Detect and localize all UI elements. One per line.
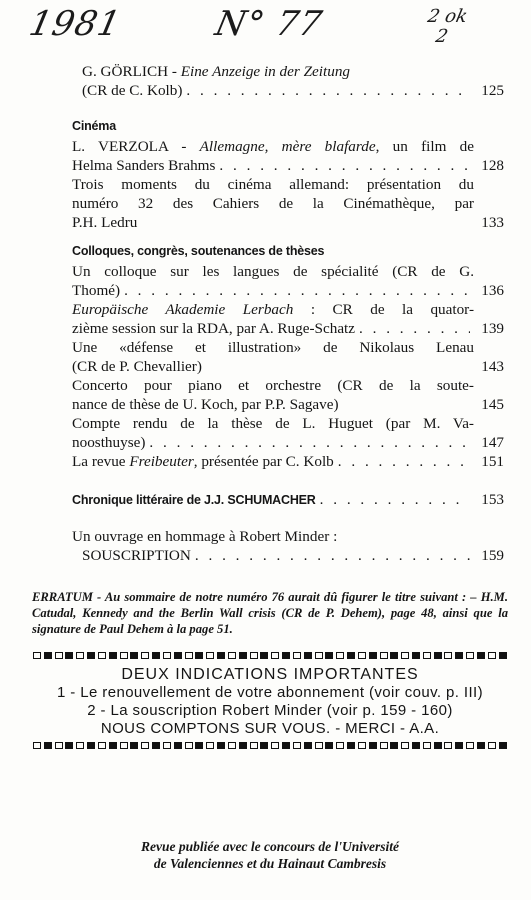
notice-closing: NOUS COMPTONS SUR VOUS. - MERCI - A.A. <box>100 720 440 737</box>
decorative-square <box>120 742 128 749</box>
decorative-square <box>260 652 268 659</box>
toc-entry-lenau: Une «défense et illustration» de Nikolaus Lenau (CR de P. Chevallier) 143 <box>72 339 504 375</box>
page-number: 139 <box>481 320 504 337</box>
erratum-note: ERRATUM - Au sommaire de notre numéro 76 aurait dû figurer le titre suivant : – H.M. Catudal, Kennedy and the Berlin Wall crisis (CR de P. Dehem), page 48, ainsi que la signature de Paul Dehem à la page 51. <box>32 590 508 636</box>
decorative-square <box>390 652 398 659</box>
decorative-square <box>44 652 52 659</box>
decorative-square <box>358 652 366 659</box>
page-number: 125 <box>481 82 504 99</box>
decorative-square <box>293 742 301 749</box>
toc-entry-gorlich: G. GÖRLICH - Eine Anzeige in der Zeitung (CR de C. Kolb) . . . 125 <box>72 62 504 100</box>
decorative-square <box>401 652 409 659</box>
decorative-square <box>33 652 41 659</box>
toc-entry-cinematheque: Trois moments du cinéma allemand: présentation du numéro 32 des Cahiers de la Cinémathèque, par P.H. Ledru 133 <box>72 176 504 231</box>
decorative-square <box>271 652 279 659</box>
decorative-square <box>260 742 268 749</box>
decorative-square <box>499 742 507 749</box>
page-number: 145 <box>481 396 504 413</box>
decorative-square <box>282 652 290 659</box>
decorative-square <box>358 742 366 749</box>
decorative-square <box>369 742 377 749</box>
decorative-square <box>499 652 507 659</box>
decorative-square <box>488 652 496 659</box>
decorative-square <box>152 652 160 659</box>
notice-title: DEUX INDICATIONS IMPORTANTES <box>121 666 419 683</box>
decorative-square <box>195 742 203 749</box>
decorative-square <box>33 742 41 749</box>
page-number: 147 <box>481 434 504 451</box>
decorative-square <box>239 652 247 659</box>
decorative-square <box>434 652 442 659</box>
decorative-square <box>282 742 290 749</box>
decorative-square <box>325 652 333 659</box>
decorative-square <box>98 652 106 659</box>
decorative-square <box>87 742 95 749</box>
toc-entry-colloque-langues: Un colloque sur les langues de spécialité (CR de G. Thomé) . . . 136 <box>72 262 504 300</box>
decorative-square <box>304 742 312 749</box>
decorative-square <box>195 652 203 659</box>
handwritten-fraction-top: 2 ok <box>425 6 470 27</box>
decorative-border-bottom <box>33 742 507 751</box>
page-number: 128 <box>481 157 504 174</box>
decorative-square <box>109 652 117 659</box>
decorative-square <box>55 742 63 749</box>
decorative-square <box>185 652 193 659</box>
decorative-square <box>228 742 236 749</box>
toc-entry-verzola: L. VERZOLA - Allemagne, mère blafarde, un film de Helma Sanders Brahms . . . 128 <box>72 137 504 175</box>
decorative-square <box>304 652 312 659</box>
toc-entry-chronique: Chronique littéraire de J.J. SCHUMACHER . . . 153 <box>72 490 504 510</box>
decorative-square <box>141 652 149 659</box>
decorative-square <box>65 742 73 749</box>
decorative-square <box>412 742 420 749</box>
decorative-square <box>130 742 138 749</box>
decorative-square <box>76 652 84 659</box>
decorative-square <box>206 652 214 659</box>
important-notice <box>33 666 507 738</box>
decorative-square <box>271 742 279 749</box>
decorative-square <box>477 652 485 659</box>
decorative-square <box>250 652 258 659</box>
page-number: 136 <box>481 282 504 299</box>
decorative-square <box>98 742 106 749</box>
decorative-square <box>455 742 463 749</box>
decorative-square <box>380 652 388 659</box>
page-number: 153 <box>481 491 504 508</box>
decorative-square <box>217 742 225 749</box>
table-of-contents <box>72 62 504 565</box>
decorative-square <box>325 742 333 749</box>
toc-entry-huguet: Compte rendu de la thèse de L. Huguet (par M. Va- noosthuyse) . . . 147 <box>72 414 504 452</box>
decorative-square <box>444 652 452 659</box>
decorative-square <box>174 652 182 659</box>
decorative-square <box>250 742 258 749</box>
notice-item-renewal: 1 - Le renouvellement de votre abonnement (voir couv. p. III) <box>56 684 483 701</box>
toc-entry-concerto: Concerto pour piano et orchestre (CR de la soute- nance de thèse de U. Koch, par P.P. Sagave) 145 <box>72 377 504 413</box>
decorative-square <box>336 742 344 749</box>
decorative-square <box>141 742 149 749</box>
decorative-square <box>380 742 388 749</box>
decorative-square <box>217 652 225 659</box>
decorative-square <box>206 742 214 749</box>
decorative-square <box>455 652 463 659</box>
decorative-square <box>228 652 236 659</box>
decorative-square <box>55 652 63 659</box>
toc-entry-freibeuter: La revue Freibeuter, présentée par C. Kolb . . . 151 <box>72 452 504 471</box>
decorative-square <box>293 652 301 659</box>
handwritten-fraction-bottom: 2 <box>433 26 450 47</box>
section-heading-colloques: Colloques, congrès, soutenances de thèses <box>72 244 325 258</box>
toc-entry-lerbach: Europäische Akademie Lerbach : CR de la quator- zième session sur la RDA, par A. Ruge-Schatz . . . 139 <box>72 300 504 338</box>
notice-item-subscription: 2 - La souscription Robert Minder (voir p. 159 - 160) <box>87 702 453 719</box>
toc-entry-souscription: Un ouvrage en hommage à Robert Minder : SOUSCRIPTION . . . 159 <box>72 527 504 565</box>
decorative-square <box>130 652 138 659</box>
decorative-square <box>163 742 171 749</box>
decorative-square <box>185 742 193 749</box>
decorative-square <box>44 742 52 749</box>
decorative-square <box>466 742 474 749</box>
page-number: 133 <box>481 214 504 231</box>
decorative-square <box>412 652 420 659</box>
decorative-square <box>163 652 171 659</box>
decorative-square <box>152 742 160 749</box>
decorative-square <box>109 742 117 749</box>
decorative-square <box>76 742 84 749</box>
decorative-square <box>315 742 323 749</box>
decorative-square <box>488 742 496 749</box>
page-number: 159 <box>481 547 504 564</box>
decorative-square <box>347 652 355 659</box>
decorative-square <box>434 742 442 749</box>
decorative-square <box>477 742 485 749</box>
page-number: 143 <box>481 358 504 375</box>
decorative-square <box>466 652 474 659</box>
publisher-footer: Revue publiée avec le concours de l'Université de Valenciennes et du Hainaut Cambresis <box>141 839 399 871</box>
decorative-square <box>444 742 452 749</box>
handwritten-issue-number: N° 77 <box>211 4 327 44</box>
decorative-square <box>65 652 73 659</box>
decorative-square <box>423 652 431 659</box>
section-heading-cinema: Cinéma <box>72 119 116 133</box>
decorative-square <box>315 652 323 659</box>
decorative-square <box>120 652 128 659</box>
decorative-square <box>401 742 409 749</box>
decorative-border-top <box>33 652 507 661</box>
page-number: 151 <box>481 453 504 470</box>
decorative-square <box>423 742 431 749</box>
handwritten-year: 1981 <box>25 4 125 44</box>
decorative-square <box>239 742 247 749</box>
decorative-square <box>336 652 344 659</box>
decorative-square <box>87 652 95 659</box>
decorative-square <box>390 742 398 749</box>
decorative-square <box>347 742 355 749</box>
decorative-square <box>174 742 182 749</box>
decorative-square <box>369 652 377 659</box>
